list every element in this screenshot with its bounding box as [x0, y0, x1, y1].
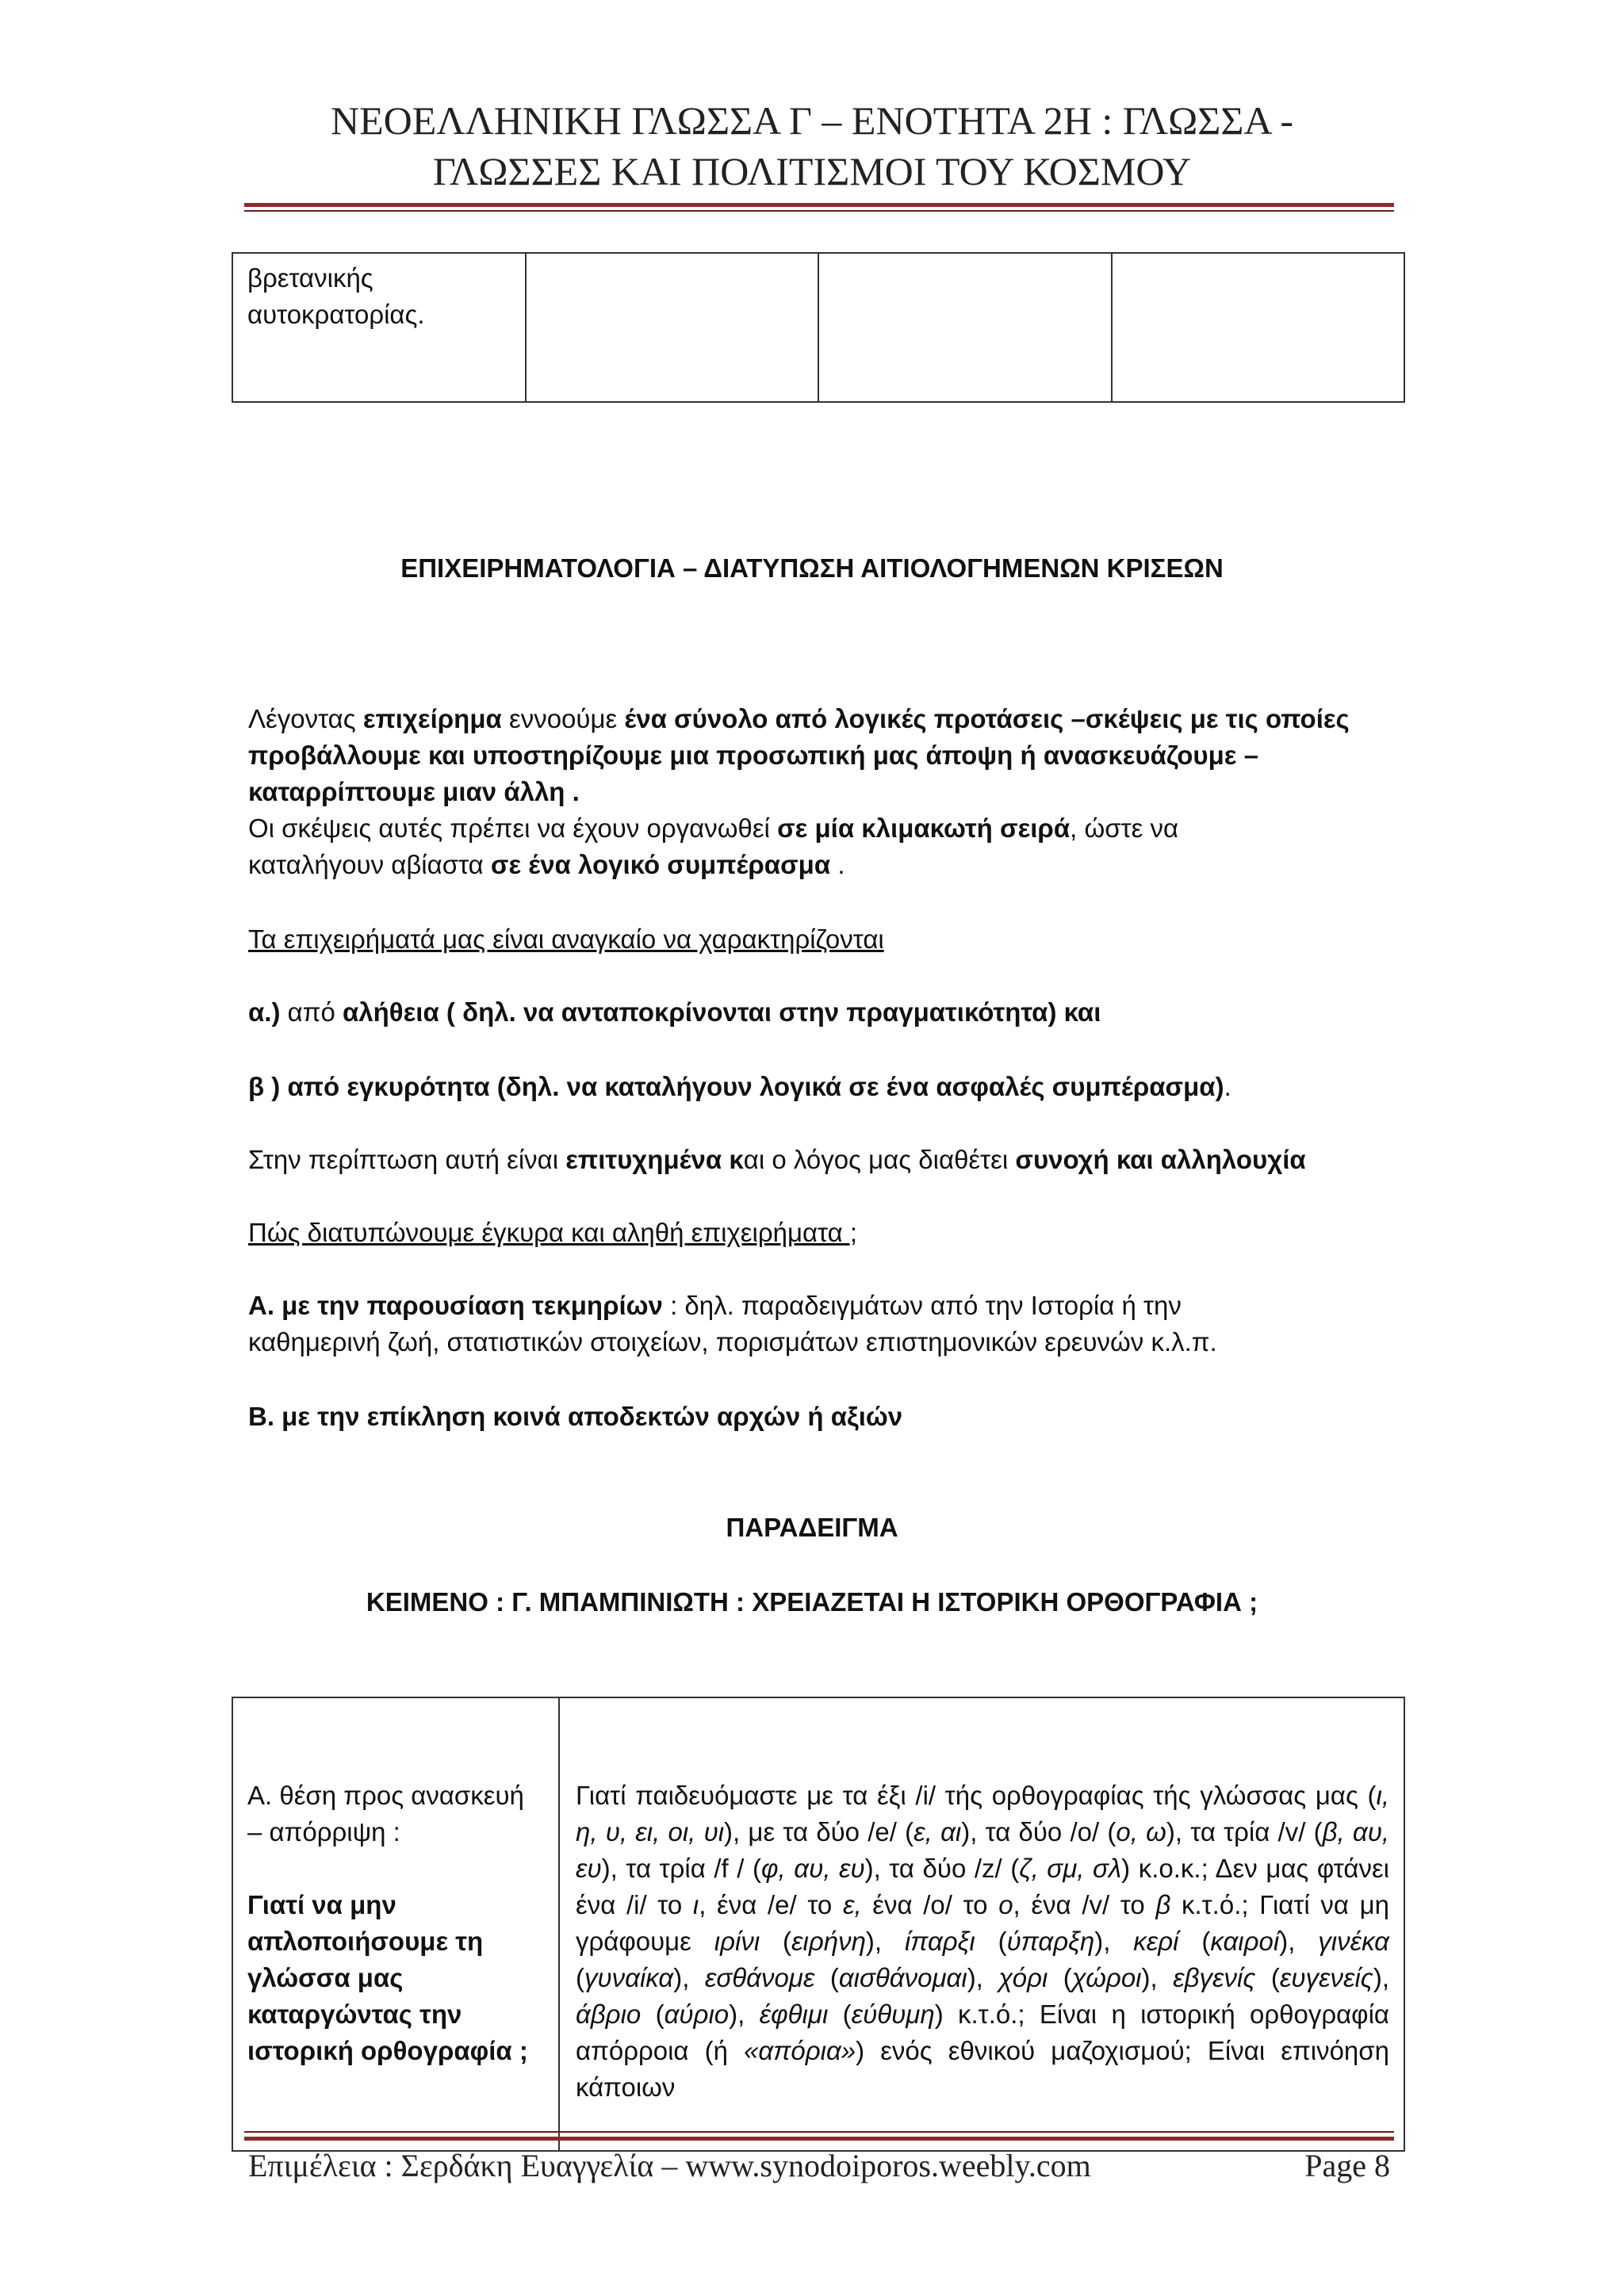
- page-number: Page 8: [1304, 2148, 1390, 2183]
- paragraph-1-line-1: Λέγοντας επιχείρημα εννοούμε ένα σύνολο από λογικές προτάσεις –σκέψεις με τις οποίες: [248, 704, 1350, 733]
- cell-text-line: βρετανικής: [247, 263, 373, 293]
- page-footer: [248, 2144, 1390, 2188]
- thesis-question-line: γλώσσα μας: [247, 1963, 404, 1992]
- header-divider-thick: [244, 203, 1394, 207]
- section-heading: ΕΠΙΧΕΙΡΗΜΑΤΟΛΟΓΙΑ – ΔΙΑΤΥΠΩΣΗ ΑΙΤΙΟΛΟΓΗΜΕΝΩΝ ΚΡΙΣΕΩΝ: [400, 553, 1224, 583]
- criterion-b: β ) από εγκυρότητα (δηλ. να καταλήγουν λογικά σε ένα ασφαλές συμπέρασμα).: [248, 1072, 1231, 1101]
- footer-divider-thick: [244, 2137, 1394, 2141]
- header-title-line-1: ΝΕΟΕΛΛΗΝΙΚΗ ΓΛΩΣΣΑ Γ – ΕΝΟΤΗΤΑ 2Η : ΓΛΩΣΣΑ -: [330, 98, 1293, 143]
- header-title-line-2: ΓΛΩΣΣΕΣ ΚΑΙ ΠΟΛΙΤΙΣΜΟΙ ΤΟΥ ΚΟΣΜΟΥ: [432, 149, 1192, 193]
- paragraph-1-line-3: καταρρίπτουμε μιαν άλλη .: [248, 777, 580, 806]
- text-heading: ΚΕΙΜΕΝΟ : Γ. ΜΠΑΜΠΙΝΙΩΤΗ : ΧΡΕΙΑΖΕΤΑΙ Η ΙΣΤΟΡΙΚΗ ΟΡΘΟΓΡΑΦΙΑ ;: [366, 1587, 1258, 1617]
- paragraph-3: Στην περίπτωση αυτή είναι επιτυχημένα και ο λόγος μας διαθέτει συνοχή και αλληλουχία: [248, 1145, 1306, 1174]
- table-cell: [232, 253, 526, 402]
- method-b: Β. με την επίκληση κοινά αποδεκτών αρχών ή αξιών: [248, 1402, 903, 1431]
- continued-table: [232, 252, 1405, 403]
- table-row: [232, 1697, 1404, 2151]
- underlined-question: Πώς διατυπώνουμε έγκυρα και αληθή επιχειρήματα ;: [248, 1218, 858, 1247]
- page-header-title: [0, 95, 1624, 197]
- thesis-question-line: καταργώντας την: [247, 1999, 462, 2029]
- paragraph-1-line-2: προβάλλουμε και υποστηρίζουμε μια προσωπική μας άποψη ή ανασκευάζουμε –: [248, 740, 1258, 770]
- table-cell-empty: [1112, 253, 1405, 402]
- example-heading: ΠΑΡΑΔΕΙΓΜΑ: [726, 1513, 898, 1542]
- table-cell-empty: [818, 253, 1112, 402]
- method-a-line-1: Α. με την παρουσίαση τεκμηρίων : δηλ. παραδειγμάτων από την Ιστορία ή την: [248, 1291, 1182, 1320]
- table-row: [232, 253, 1404, 402]
- header-divider-thin: [244, 210, 1394, 212]
- footer-divider-thin: [244, 2131, 1394, 2133]
- paragraph-2-line-2: καταλήγουν αβίαστα σε ένα λογικό συμπέρασμα .: [248, 850, 845, 879]
- thesis-label-line: Α. θέση προς ανασκευή: [247, 1781, 524, 1810]
- table-cell-empty: [526, 253, 819, 402]
- thesis-cell: [232, 1697, 559, 2151]
- paragraph-2-line-1: Οι σκέψεις αυτές πρέπει να έχουν οργανωθεί σε μία κλιμακωτή σειρά, ώστε να: [248, 813, 1179, 843]
- thesis-question-line: Γιατί να μην: [247, 1890, 396, 1919]
- underlined-statement-1: Τα επιχειρήματά μας είναι αναγκαίο να χαρακτηρίζονται: [248, 924, 884, 954]
- example-table: [232, 1697, 1405, 2152]
- cell-text-line: αυτοκρατορίας.: [247, 300, 425, 329]
- method-a-line-2: καθημερινή ζωή, στατιστικών στοιχείων, πορισμάτων επιστημονικών ερευνών κ.λ.π.: [248, 1327, 1217, 1357]
- criterion-a: α.) από αλήθεια ( δηλ. να ανταποκρίνονται στην πραγματικότητα) και: [248, 997, 1101, 1027]
- text-cell: Γιατί παιδευόμαστε με τα έξι /i/ τής ορθογραφίας τής γλώσσας μας (ι, η, υ, ει, οι, υι), με τα δύο /e/ (ε, αι), τα δύο /o/ (ο, ω), τα τρία /v/ (β, αυ, ευ), τα τρία /f / (φ, αυ, ευ), τα δύο /z/ (ζ, σμ, σλ) κ.ο.κ.; Δεν μας φτάνει ένα /i/ το ι, ένα /e/ το ε, ένα /o/ το ο, ένα /v/ το β κ.τ.ό.; Γιατί να μη γράφουμε ιρίνι (ειρήνη), ίπαρξι (ύπαρξη), κερί (καιροί), γινέκα (γυναίκα), εσθάνομε (αισθάνομαι), χόρι (χώροι), εβγενίς (ευγενείς), άβριο (αύριο), έφθιμι (εύθυμη) κ.τ.ό.; Είναι η ιστορική ορθογραφία απόρροια (ή «απόρια») ενός εθνικού μαζοχισμού; Είναι επινόηση κάποιων: [559, 1697, 1404, 2151]
- footer-credit: Επιμέλεια : Σερδάκη Ευαγγελία – www.synodoiporos.weebly.com: [248, 2148, 1091, 2183]
- thesis-question-line: ιστορική ορθογραφία ;: [247, 2036, 528, 2065]
- thesis-question-line: απλοποιήσουμε τη: [247, 1927, 484, 1956]
- thesis-label-line: – απόρριψη :: [247, 1817, 400, 1846]
